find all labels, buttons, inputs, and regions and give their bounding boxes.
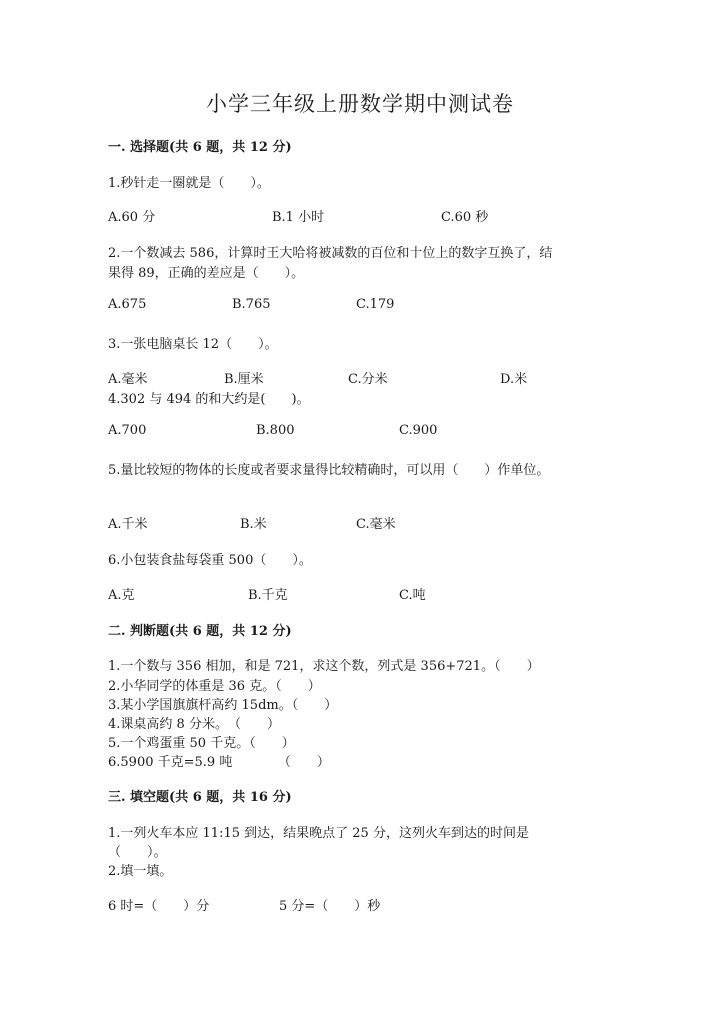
option-1a: A.60 分 — [108, 210, 156, 225]
question-1: 1.秒针走一圈就是（ ）。 — [108, 176, 270, 191]
question-6: 6.小包装食盐每袋重 500（ ）。 — [108, 553, 312, 568]
option-4b: B.800 — [256, 423, 295, 438]
option-1b: B.1 小时 — [272, 210, 325, 225]
option-4c: C.900 — [399, 423, 438, 438]
question-2: 2.一个数减去 586，计算时王大哈将被减数的百位和十位上的数字互换了，结 — [108, 246, 553, 261]
option-6a: A.克 — [108, 588, 135, 603]
judge-item-6: 6.5900 千克=5.9 吨 （ ） — [108, 755, 330, 770]
option-1c: C.60 秒 — [441, 210, 489, 225]
fill-blank-1: 6 时=（ ）分 — [108, 899, 210, 914]
option-6b: B.千克 — [248, 588, 288, 603]
fill-item-2: 2.填一填。 — [108, 864, 173, 879]
fill-item-1: 1.一列火车本应 11:15 到达，结果晚点了 25 分，这列火车到达的时间是 — [108, 826, 529, 841]
question-3: 3.一张电脑桌长 12（ ）。 — [108, 337, 278, 352]
judge-item-2: 2.小华同学的体重是 36 克。（ ） — [108, 679, 321, 694]
section-heading-judge: 二. 判断题(共 6 题，共 12 分) — [108, 624, 292, 639]
judge-item-4: 4.课桌高约 8 分米。 （ ） — [108, 717, 280, 732]
option-6c: C.吨 — [399, 588, 426, 603]
question-4: 4.302 与 494 的和大约是( )。 — [108, 392, 310, 407]
section-heading-fill: 三. 填空题(共 6 题，共 16 分) — [108, 790, 292, 805]
option-5a: A.千米 — [108, 517, 148, 532]
fill-blank-2: 5 分=（ ）秒 — [279, 899, 381, 914]
fill-item-1-cont: （ ）。 — [108, 845, 167, 860]
question-2-cont: 果得 89，正确的差应是（ ）。 — [108, 266, 305, 281]
section-heading-choice: 一. 选择题(共 6 题，共 12 分) — [108, 140, 292, 155]
question-5: 5.量比较短的物体的长度或者要求量得比较精确时，可以用（ ）作单位。 — [108, 463, 550, 478]
option-3d: D.米 — [500, 372, 528, 387]
option-3c: C.分米 — [348, 372, 388, 387]
judge-item-1: 1.一个数与 356 相加，和是 721，求这个数，列式是 356+721。（ ） — [108, 659, 540, 674]
option-5b: B.米 — [240, 517, 267, 532]
option-3a: A.毫米 — [108, 372, 148, 387]
option-2b: B.765 — [232, 297, 271, 312]
option-2a: A.675 — [108, 297, 147, 312]
option-3b: B.厘米 — [224, 372, 264, 387]
judge-item-5: 5.一个鸡蛋重 50 千克。（ ） — [108, 736, 295, 751]
option-4a: A.700 — [108, 423, 147, 438]
option-2c: C.179 — [356, 297, 395, 312]
page-title: 小学三年级上册数学期中测试卷 — [206, 92, 514, 116]
option-5c: C.毫米 — [356, 517, 396, 532]
judge-item-3: 3.某小学国旗旗杆高约 15dm。（ ） — [108, 698, 338, 713]
